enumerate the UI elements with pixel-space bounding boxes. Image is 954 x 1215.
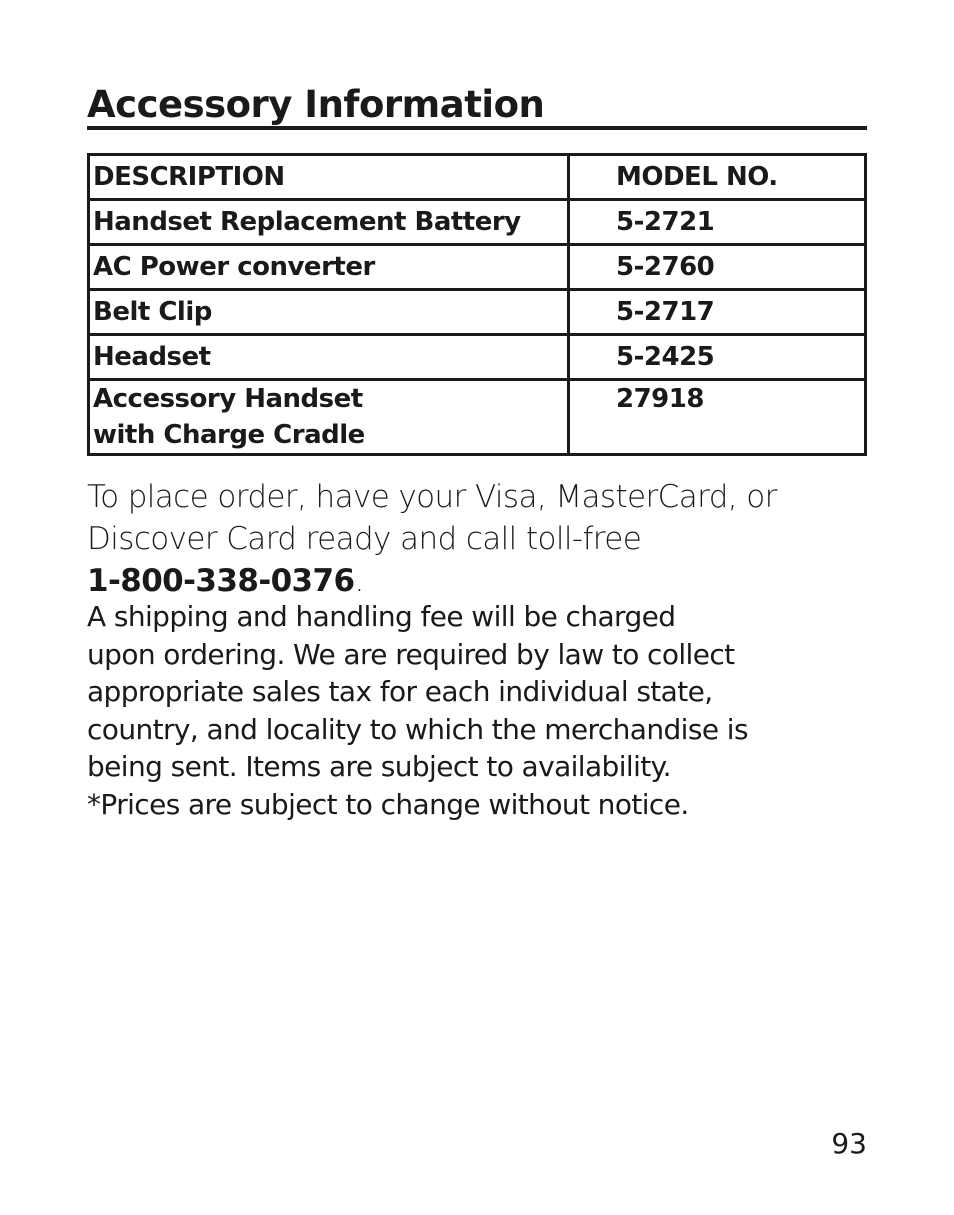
shipping-notice bbox=[87, 598, 887, 823]
order-phone-line bbox=[87, 560, 887, 602]
table-row bbox=[89, 245, 866, 290]
order-instructions bbox=[87, 476, 887, 602]
table-row bbox=[89, 335, 866, 380]
notice-line: being sent. Items are subject to availability. bbox=[87, 750, 671, 783]
order-line: To place order, have your Visa, MasterCard, or bbox=[87, 479, 777, 515]
notice-line: A shipping and handling fee will be charged bbox=[87, 600, 676, 633]
phone-suffix: . bbox=[354, 563, 364, 599]
header-description: DESCRIPTION bbox=[89, 155, 569, 200]
table-row bbox=[89, 290, 866, 335]
row-description: Handset Replacement Battery bbox=[89, 200, 569, 245]
accessory-table bbox=[87, 153, 867, 456]
notice-line: country, and locality to which the merchandise is bbox=[87, 712, 748, 746]
row-description: Headset bbox=[89, 335, 569, 380]
table-header-row bbox=[89, 155, 866, 200]
row-description-line: Accessory Handset bbox=[93, 384, 363, 414]
toll-free-phone-number: 1-800-338-0376 bbox=[87, 563, 355, 599]
page-number: 93 bbox=[831, 1127, 867, 1160]
table-row bbox=[89, 200, 866, 245]
notice-line: appropriate sales tax for each individual state, bbox=[87, 675, 713, 708]
row-model-no: 5-2760 bbox=[569, 245, 866, 290]
row-model-no: 27918 bbox=[569, 380, 866, 455]
title-rule bbox=[87, 126, 867, 130]
order-line: Discover Card ready and call toll-free bbox=[87, 521, 642, 557]
header-model-no: MODEL NO. bbox=[569, 155, 866, 200]
row-description-line: with Charge Cradle bbox=[93, 420, 365, 450]
notice-line: upon ordering. We are required by law to collect bbox=[87, 637, 735, 671]
row-model-no: 5-2717 bbox=[569, 290, 866, 335]
page-title: Accessory Information bbox=[87, 83, 545, 126]
table-row bbox=[89, 380, 866, 455]
row-description: Belt Clip bbox=[89, 290, 569, 335]
notice-line: *Prices are subject to change without notice. bbox=[87, 787, 689, 821]
row-description bbox=[89, 380, 569, 455]
row-description: AC Power converter bbox=[89, 245, 569, 290]
row-model-no: 5-2721 bbox=[569, 200, 866, 245]
row-model-no: 5-2425 bbox=[569, 335, 866, 380]
